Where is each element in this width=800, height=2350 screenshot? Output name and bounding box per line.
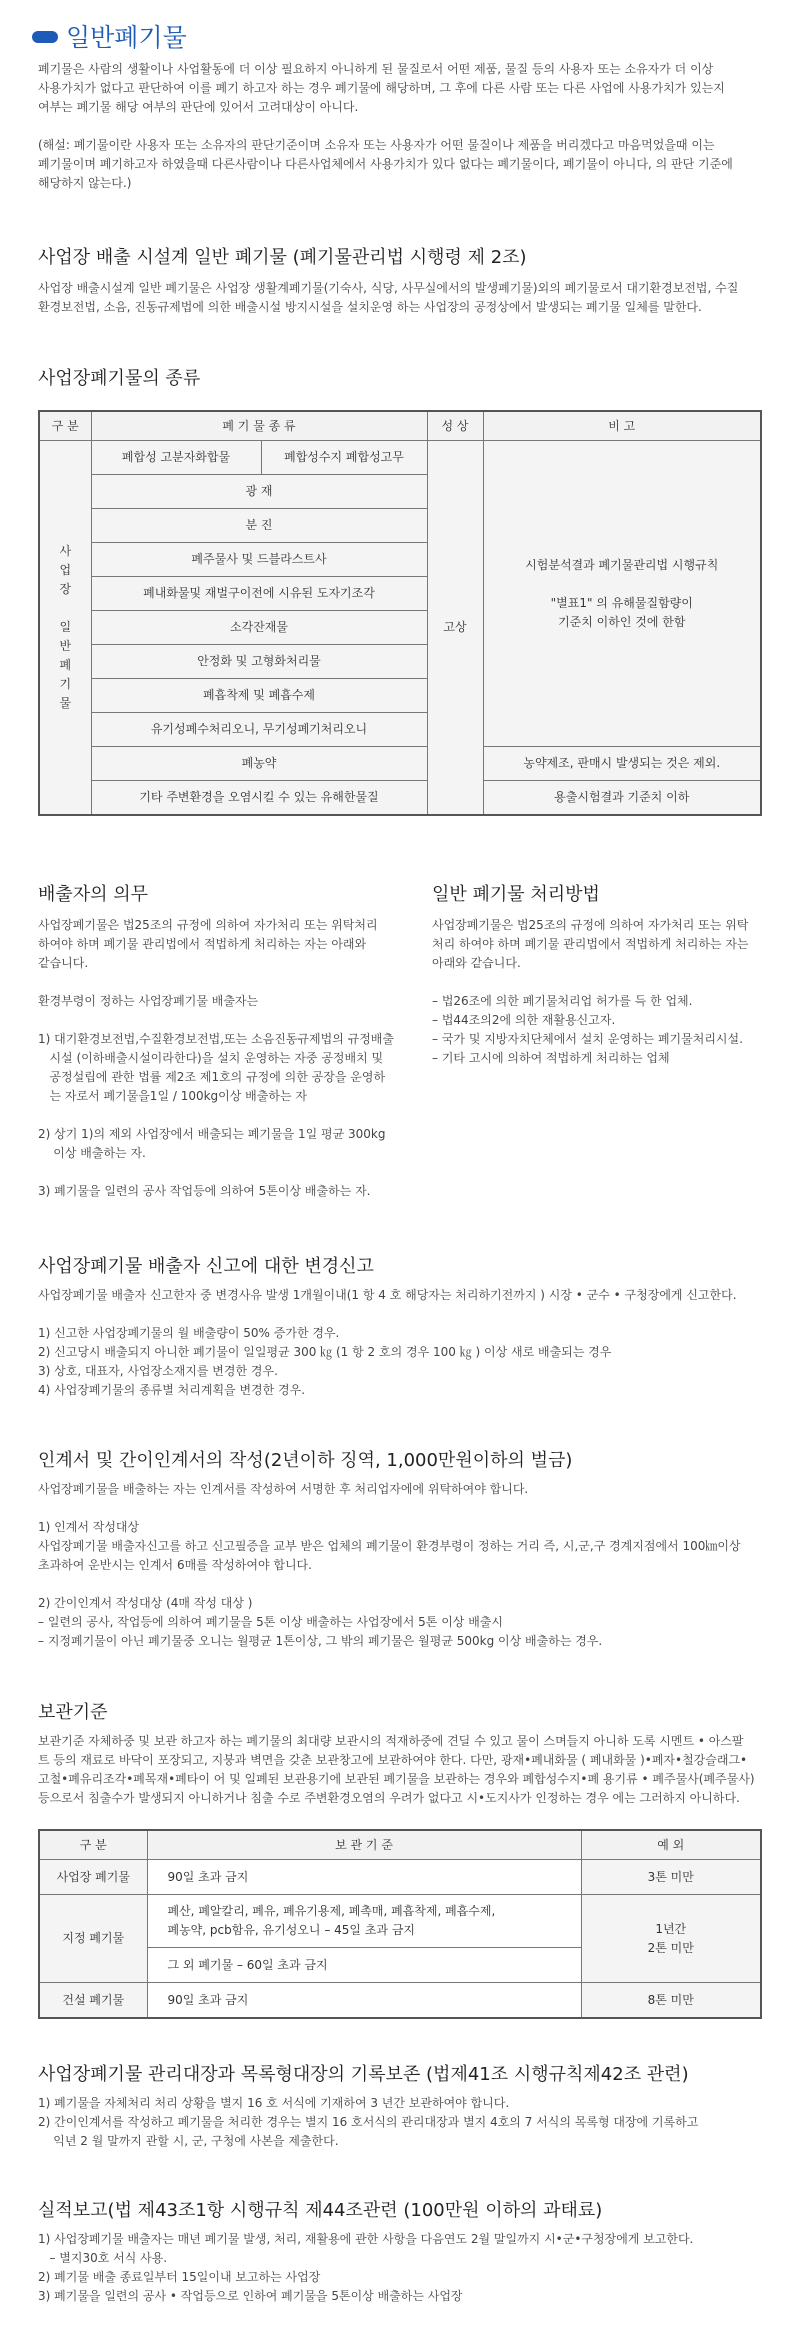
- text-line: 사업장폐기물 배출자 신고한자 중 변경사유 발생 1개월이내(1 항 4 호 해당자는 처리하기전까지 ) 시장 • 군수 • 구청장에게 신고한다.: [38, 1288, 737, 1302]
- text-line: 공정설립에 관한 법률 제2조 제1호의 규정에 의한 공장을 운영하: [38, 1070, 386, 1084]
- text-line: – 일련의 공사, 작업등에 의하여 폐기물을 5톤 이상 배출하는 사업장에서 5톤 이상 배출시: [38, 1615, 503, 1629]
- text-line: 2) 폐기물 배출 종료일부터 15일이내 보고하는 사업장: [38, 2270, 321, 2284]
- text-line: 2) 상기 1)의 제외 사업장에서 배출되는 폐기물을 1일 평균 300kg: [38, 1127, 386, 1141]
- text-line: – 법44조의2에 의한 재활용신고자.: [432, 1013, 616, 1027]
- section-change-report: [38, 1254, 768, 1400]
- text-line: 등으로서 침출수가 발생되지 아니하거나 침출 수로 주변환경오염의 우려가 없다고 시•도지사가 인정하는 경우 에는 그러하지 아니하다.: [38, 1791, 740, 1805]
- section-body: [38, 1480, 768, 1651]
- text-line: 익년 2 월 말까지 관할 시, 군, 구청에 사본을 제출한다.: [38, 2134, 339, 2148]
- text-line: 환경부령이 정하는 사업장폐기물 배출자는: [38, 994, 259, 1008]
- section-heading: 사업장폐기물 관리대장과 목록형대장의 기록보존 (법제41조 시행규칙제42조 관련): [38, 2064, 689, 2085]
- intro-text: [38, 60, 768, 193]
- text-line: 폐농약, pcb함유, 유기성오니 – 45일 초과 금지: [167, 1923, 415, 1937]
- text-line: [38, 973, 378, 992]
- text-line: 폐산, 폐알칼리, 폐유, 폐유기용제, 폐촉매, 폐흡착제, 폐흡수제,: [167, 1904, 496, 1918]
- text-line: 트 등의 재료로 바닥이 포장되고, 지붕과 벽면을 갖춘 보관창고에 보관하여야 한다. 다만, 광재•폐내화물 ( 폐내화물 )•폐자•철강슬래그•: [38, 1753, 748, 1767]
- table-cell: 건설 폐기물: [39, 1983, 147, 2019]
- table-cell: 폐농약: [91, 747, 427, 781]
- text-line: 사업장 배출시설계 일반 폐기물은 사업장 생활계폐기물(기숙사, 식당, 사무실에서의 발생폐기물)외의 폐기물로서 대기환경보전법, 수질: [38, 281, 739, 295]
- table-cell: 지정 폐기물: [39, 1895, 147, 1983]
- text-line: – 기타 고시에 의하여 적법하게 처리하는 업체: [432, 1051, 670, 1065]
- text-line: 4) 사업장폐기물의 종류별 처리계획을 변경한 경우.: [38, 1383, 306, 1397]
- section-waste-types: [38, 366, 768, 392]
- text-line: 사업장폐기물은 법25조의 규정에 의하여 자가처리 또는 위탁처리: [38, 918, 378, 932]
- table-cell: 광 재: [91, 475, 427, 509]
- storage-table: [38, 1829, 762, 2019]
- text-line: 시설 (이하배출시설이라한다)을 설치 운영하는 자중 공정배치 및: [38, 1051, 384, 1065]
- text-line: 1) 사업장폐기물 배출자는 매년 폐기물 발생, 처리, 재활용에 관한 사항을 다음연도 2월 말일까지 시•군•구청장에게 보고한다.: [38, 2232, 694, 2246]
- section-body: [432, 916, 772, 1068]
- section-heading: 보관기준: [38, 1702, 108, 1723]
- th-category: 구 분: [39, 411, 91, 441]
- page-title: 일반폐기물: [32, 22, 187, 52]
- section-heading: 사업장폐기물 배출자 신고에 대한 변경신고: [38, 1256, 374, 1277]
- section-heading: 사업장폐기물의 종류: [38, 368, 201, 389]
- text-line: [432, 973, 772, 992]
- text-line: 기준치 이하인 것에 한함: [558, 614, 686, 629]
- waste-types-table: [38, 410, 762, 816]
- text-line: 사용가치가 없다고 판단하여 이를 폐기 하고자 하는 경우 폐기물에 해당하며, 그 후에 다른 사람 또는 다른 사업에 사용가치가 있는지: [38, 81, 725, 95]
- text-line: 3) 폐기물을 일련의 공사 작업등에 의하여 5톤이상 배출하는 자.: [38, 1184, 371, 1198]
- text-line: (해설: 폐기물이란 사용자 또는 소유자의 판단기준이며 소유자 또는 사용자가 어떤 물질이나 제품을 버리겠다고 마음먹었을때 이는: [38, 138, 715, 152]
- section-body: [38, 279, 768, 317]
- section-performance-report: [38, 2198, 768, 2306]
- text-line: 3) 상호, 대표자, 사업장소재지를 변경한 경우.: [38, 1364, 278, 1378]
- table-cell: 폐합성 고분자화합물: [91, 441, 261, 475]
- text-line: – 국가 및 지방자치단체에서 설치 운영하는 폐기물처리시설.: [432, 1032, 743, 1046]
- table-cell: 사업장 폐기물: [39, 1860, 147, 1895]
- table-cell: 폐합성수지 폐합성고무: [261, 441, 427, 475]
- th-exception: 예 외: [581, 1830, 761, 1860]
- table-cell: 3톤 미만: [581, 1860, 761, 1895]
- text-line: [38, 1499, 768, 1518]
- table-cell: 폐흡착제 및 폐흡수제: [91, 679, 427, 713]
- section-body: [38, 2094, 768, 2151]
- text-line: 1) 인계서 작성대상: [38, 1520, 140, 1534]
- text-line: 폐기물은 사람의 생활이나 사업활동에 더 이상 필요하지 아니하게 된 물질로서 어떤 제품, 물질 등의 사용자 또는 소유자가 더 이상: [38, 62, 714, 76]
- text-line: [38, 1163, 378, 1182]
- note-main-cell: [483, 441, 761, 747]
- text-line: 같습니다.: [38, 956, 89, 970]
- text-line: 처리 하여야 하며 폐기물 관리법에서 적법하게 처리하는 자는: [432, 937, 749, 951]
- section-heading: 사업장 배출 시설계 일반 폐기물 (폐기물관리법 시행령 제 2조): [38, 247, 527, 268]
- table-cell: 그 외 폐기물 – 60일 초과 금지: [147, 1948, 581, 1983]
- table-cell: [147, 1895, 581, 1948]
- text-line: 3) 폐기물을 일련의 공사 • 작업등으로 인하여 폐기물을 5톤이상 배출하는 사업장: [38, 2289, 463, 2303]
- th-standard: 보 관 기 준: [147, 1830, 581, 1860]
- section-disposal-method: [432, 882, 772, 1068]
- text-line: 이상 배출하는 자.: [38, 1146, 146, 1160]
- category-cell: 사 업 장 일 반 폐 기 물: [39, 441, 91, 816]
- text-line: 사업장폐기물은 법25조의 규정에 의하여 자가처리 또는 위탁: [432, 918, 749, 932]
- text-line: [38, 1011, 378, 1030]
- text-line: 해당하지 않는다.): [38, 176, 132, 190]
- text-line: "별표1" 의 유해물질함량이: [550, 595, 693, 610]
- text-line: [38, 1575, 768, 1594]
- text-line: 시험분석결과 폐기물관리법 시행규칙: [525, 557, 719, 572]
- table-cell: 분 진: [91, 509, 427, 543]
- th-state: 성 상: [427, 411, 483, 441]
- text-line: 환경보전법, 소음, 진동규제법에 의한 배출시설 방지시설을 설치운영 하는 사업장의 공정상에서 발생되는 폐기물 일체를 말한다.: [38, 300, 702, 314]
- table-cell: 안정화 및 고형화처리물: [91, 645, 427, 679]
- text-line: 는 자로서 폐기물을1일 / 100kg이상 배출하는 자: [38, 1089, 307, 1103]
- section-discharger-duty: [38, 882, 394, 1201]
- text-line: [38, 117, 768, 136]
- section-heading: 실적보고(법 제43조1항 시행규칙 제44조관련 (100만원 이하의 과태료): [38, 2200, 603, 2221]
- text-line: 1년간: [655, 1921, 687, 1936]
- text-line: 초과하여 운반시는 인계서 6매를 작성하여야 합니다.: [38, 1558, 312, 1572]
- table-cell: 유기성폐수처리오니, 무기성폐기처리오니: [91, 713, 427, 747]
- section-discharge-facility: [38, 245, 768, 317]
- table-cell: 8톤 미만: [581, 1983, 761, 2019]
- text-line: – 별지30호 서식 사용.: [38, 2251, 168, 2265]
- table-cell: 기타 주변환경을 오염시킬 수 있는 유해한물질: [91, 781, 427, 816]
- section-handover: [38, 1448, 768, 1651]
- section-heading: 배출자의 의무: [38, 884, 149, 905]
- text-line: 2) 간이인계서 작성대상 (4매 작성 대상 ): [38, 1596, 253, 1610]
- text-line: [38, 1106, 378, 1125]
- table-cell: 90일 초과 금지: [147, 1983, 581, 2019]
- text-line: 2톤 미만: [647, 1940, 694, 1955]
- section-heading: 인계서 및 간이인계서의 작성(2년이하 징역, 1,000만원이하의 벌금): [38, 1450, 573, 1471]
- section-record-keeping: [38, 2062, 768, 2151]
- section-body: [38, 1286, 768, 1400]
- table-cell: 폐내화물및 재벌구이전에 시유된 도자기조각: [91, 577, 427, 611]
- table-cell: [581, 1895, 761, 1983]
- table-cell: 폐주물사 및 드블라스트사: [91, 543, 427, 577]
- th-note: 비 고: [483, 411, 761, 441]
- text-line: 2) 신고당시 배출되지 아니한 폐기물이 일일평균 300 ㎏ (1 항 2 호의 경우 100 ㎏ ) 이상 새로 배출되는 경우: [38, 1345, 612, 1359]
- text-line: 1) 대기환경보전법,수질환경보전법,또는 소음진동규제법의 규정배출: [38, 1032, 394, 1046]
- section-body: [38, 916, 394, 1201]
- text-line: 폐기물이며 폐기하고자 하였을때 다른사람이나 다른사업체에서 사용가치가 있다 없다는 폐기물이다, 폐기물이 아니다, 의 판단 기준에: [38, 157, 733, 171]
- text-line: 아래와 같습니다.: [432, 956, 521, 970]
- text-line: – 지정폐기물이 아닌 폐기물중 오니는 월평균 1톤이상, 그 밖의 폐기물은 월평균 500kg 이상 배출하는 경우.: [38, 1634, 603, 1648]
- th-waste-kind: 폐 기 물 종 류: [91, 411, 427, 441]
- text-line: 여부는 폐기물 해당 여부의 판단에 있어서 고려대상이 아니다.: [38, 100, 359, 114]
- th-category: 구 분: [39, 1830, 147, 1860]
- text-line: [38, 1305, 768, 1324]
- note-other-cell: 용출시험결과 기준치 이하: [483, 781, 761, 816]
- table-cell: 90일 초과 금지: [147, 1860, 581, 1895]
- section-body: [38, 2230, 768, 2306]
- section-heading: 일반 폐기물 처리방법: [432, 884, 600, 905]
- text-line: 1) 신고한 사업장폐기물의 월 배출량이 50% 증가한 경우.: [38, 1326, 340, 1340]
- text-line: 고철•폐유리조각•폐목재•폐타이 어 및 일폐된 보관용기에 보관된 폐기물을 보관하는 경우와 폐합성수지•폐 용기류 • 폐주물사(폐주물사): [38, 1772, 755, 1786]
- text-line: – 법26조에 의한 폐기물처리업 허가를 득 한 업체.: [432, 994, 693, 1008]
- text-line: 보관기준 자체하중 및 보관 하고자 하는 폐기물의 최대량 보관시의 적재하중에 견딜 수 있고 물이 스며들지 아니하 도록 시멘트 • 아스팔: [38, 1734, 744, 1748]
- text-line: 사업장폐기물 배출자신고를 하고 신고필증을 교부 받은 업체의 폐기물이 환경부령이 정하는 거리 즉, 시,군,구 경계지점에서 100㎞이상: [38, 1539, 741, 1553]
- section-body: [38, 1732, 768, 1808]
- title-marker-icon: [32, 31, 58, 43]
- text-line: 사업장폐기물을 배출하는 자는 인계서를 작성하여 서명한 후 처리업자에에 위탁하여야 합니다.: [38, 1482, 529, 1496]
- text-line: [488, 575, 757, 594]
- text-line: 1) 폐기물을 자체처리 처리 상황을 별지 16 호 서식에 기재하여 3 년간 보관하여야 합니다.: [38, 2096, 510, 2110]
- state-cell: 고상: [427, 441, 483, 816]
- section-storage: [38, 1700, 768, 1808]
- text-line: 하여야 하며 폐기물 관리법에서 적법하게 처리하는 자는 아래와: [38, 937, 367, 951]
- text-line: 2) 간이인계서를 작성하고 폐기물을 처리한 경우는 별지 16 호서식의 관리대장과 별지 4호의 7 서식의 목록형 대장에 기록하고: [38, 2115, 699, 2129]
- note-pesticide-cell: 농약제조, 판매시 발생되는 것은 제외.: [483, 747, 761, 781]
- table-cell: 소각잔재물: [91, 611, 427, 645]
